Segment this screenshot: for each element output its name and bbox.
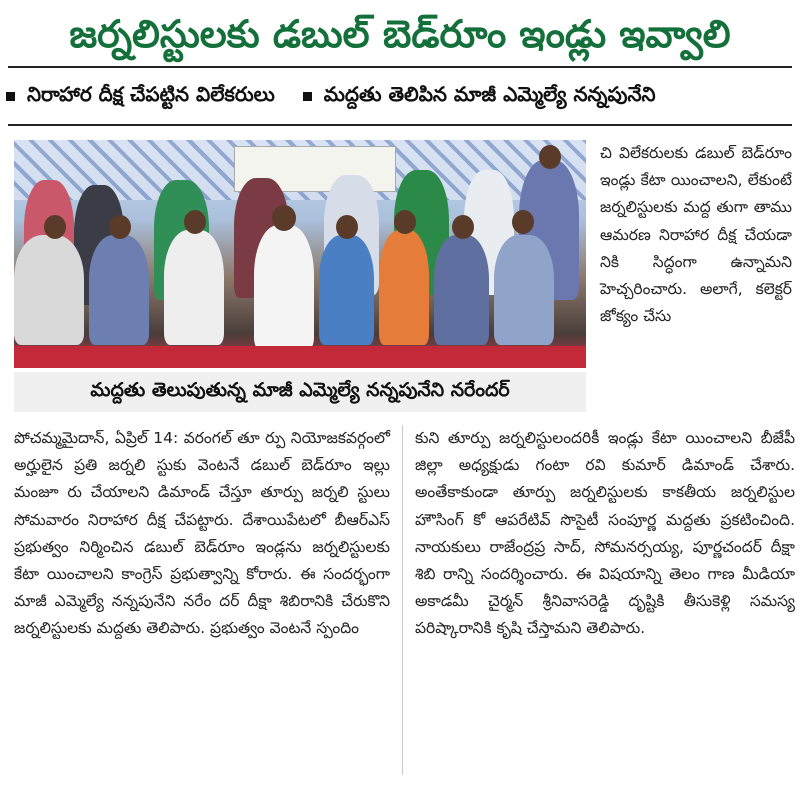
red-carpet	[14, 346, 586, 368]
subhead-1	[6, 82, 275, 111]
bullet-icon	[6, 92, 15, 101]
article-paragraph: పోచమ్మమైదాన్, ఏప్రిల్ 14: వరంగల్ తూ ర్పు నియోజకవర్గంలో అర్హులైన ప్రతి జర్నలి స్టుకు వెంటనే డబుల్ బెడ్‌రూం ఇల్లు మంజూ రు చేయాలని డిమాండ్ చేస్తూ తూర్పు జర్నలి స్టులు సోమవారం నిరాహార దీక్ష చేపట్టారు. దేశాయిపేటలో బీఆర్ఎస్ ప్రభుత్వం నిర్మించిన డబుల్ బెడ్‌రూం ఇండ్లను జర్నలిస్టులకు కేటా యించాలని కాంగ్రెస్ ప్రభుత్వాన్ని కోరారు. ఈ సందర్భంగా మాజీ ఎమ్మెల్యే నన్నపునేని నరేం దర్ దీక్షా శిబిరానికి చేరుకొని జర్నలిస్టులకు మద్దతు తెలిపారు. ప్రభుత్వం వెంటనే స్పందిం	[14, 429, 390, 638]
column-divider	[402, 425, 403, 775]
subhead-text: మద్దతు తెలిపిన మాజీ ఎమ్మెల్యే నన్నపునేని	[323, 81, 656, 106]
photo-caption: మద్దతు తెలుపుతున్న మాజీ ఎమ్మెల్యే నన్నపునేని నరేందర్	[14, 372, 586, 412]
article-paragraph: కుని తూర్పు జర్నలిస్టులందరికీ ఇండ్లు కేటా యించాలని బీజేపీ జిల్లా అధ్యక్షుడు గంటా రవి కుమార్ డిమాండ్ చేశారు. అంతేకాకుండా తూర్పు జర్నలిస్టులకు కాకతీయ జర్నలిస్టుల హౌసింగ్ కో ఆపరేటివ్ సొసైటీ సంపూర్ణ మద్దతు ప్రకటించింది. నాయకులు రాజేంద్రప్ర సాద్, సోమనర్సయ్య, పూర్ణచందర్ దీక్షా శిబి రాన్ని సందర్శించారు. ఈ విషయాన్ని తెలం గాణ మీడియా అకాడమీ చైర్మన్ శ్రీనివాసరెడ్డి దృష్టికి తీసుకెళ్లి సమస్య పరిష్కారానికి కృషి చేస్తామని తెలిపారు.	[415, 429, 795, 638]
subhead-text: నిరాహార దీక్ష చేపట్టిన విలేకరులు	[27, 81, 275, 106]
subhead-rule	[8, 124, 792, 126]
subheads	[6, 78, 798, 114]
article-paragraph: చి విలేకరులకు డబుల్ బెడ్‌రూం ఇండ్లు కేటా యించాలని, లేకుంటే జర్నలిస్టులకు మద్ద తుగా తాము ఆమరణ నిరాహార దీక్ష చేయడా నికి సిద్ధంగా ఉన్నామని హెచ్చరించారు. అలాగే, కలెక్టర్ జోక్యం చేసు	[600, 144, 792, 326]
subhead-2	[303, 82, 656, 111]
article-column-mid	[415, 425, 795, 643]
article-column-left	[14, 425, 390, 643]
headline-rule	[8, 66, 792, 68]
news-photo	[14, 140, 586, 368]
headline: జర్నలిస్టులకు డబుల్ బెడ్‌రూం ఇండ్లు ఇవ్వాలి	[69, 12, 731, 56]
article-column-right	[600, 140, 792, 330]
bullet-icon	[303, 92, 312, 101]
